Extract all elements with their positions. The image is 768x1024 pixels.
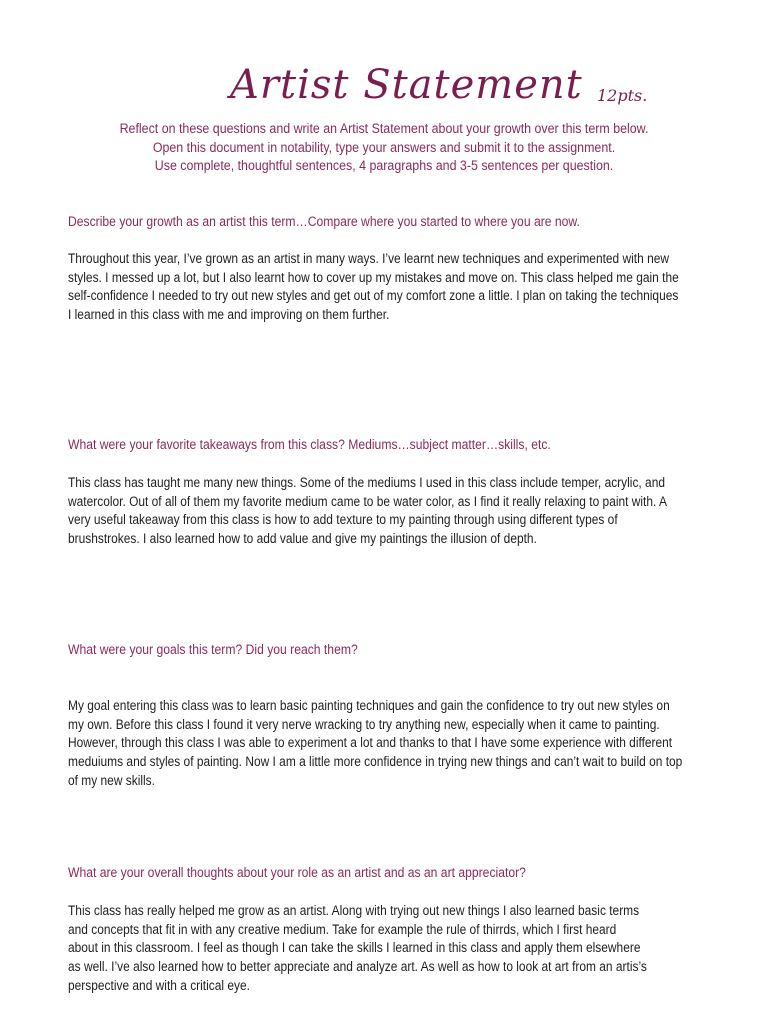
answer-line: my own. Before this class I found it very nerve wracking to try anything new, especially when it came to painting. bbox=[68, 716, 660, 732]
answer-line: Throughout this year, I’ve grown as an artist in many ways. I’ve learnt new techniques and experimented with new bbox=[68, 251, 670, 266]
answer-2[interactable] bbox=[68, 474, 741, 549]
answer-line: meduiums and styles of painting. Now I am a little more confidence in trying new things and can’t wait to build on top bbox=[68, 754, 683, 770]
answer-line: and concepts that fit in with any creative medium. Take for example the rule of thirrds, which I first heard bbox=[68, 921, 617, 937]
instruction-line: Use complete, thoughtful sentences, 4 paragraphs and 3-5 sentences per question. bbox=[154, 158, 614, 173]
points-label: 12pts. bbox=[597, 86, 648, 105]
answer-line: watercolor. Out of all of them my favorite medium came to be water color, as I find it really relaxing to paint with. A bbox=[68, 493, 667, 509]
question-3: What were your goals this term? Did you reach them? bbox=[68, 642, 358, 657]
answer-line: This class has taught me many new things. Some of the mediums I used in this class include temper, acrylic, and bbox=[68, 475, 666, 490]
answer-line: This class has really helped me grow as an artist. Along with trying out new things I also learned basic terms bbox=[68, 903, 640, 918]
answer-line: about in this classroom. I feel as though I can take the skills I learned in this class and apply them elsewhere bbox=[68, 940, 641, 956]
instructions bbox=[86, 120, 682, 176]
answer-line: brushstrokes. I also learned how to add value and give my paintings the illusion of depth. bbox=[68, 531, 537, 547]
answer-3[interactable] bbox=[68, 697, 741, 791]
answer-line: I learned in this class with me and improving on them further. bbox=[68, 307, 390, 323]
instruction-line: Open this document in notability, type your answers and submit it to the assignment. bbox=[152, 139, 616, 155]
page-title: Artist Statement bbox=[230, 62, 583, 108]
answer-line: of my new skills. bbox=[68, 772, 155, 788]
question-2: What were your favorite takeaways from this class? Mediums…subject matter…skills, etc. bbox=[68, 437, 551, 452]
answer-line: very useful takeaway from this class is how to add texture to my painting through using different types of bbox=[68, 512, 618, 528]
answer-line: However, through this class I was able to experiment a lot and thanks to that I have some experience with different bbox=[68, 735, 673, 751]
answer-1[interactable] bbox=[68, 250, 741, 325]
answer-line: styles. I messed up a lot, but I also learnt how to cover up my mistakes and move on. This class helped me gain the bbox=[68, 269, 679, 285]
answer-line: self-confidence I needed to try out new styles and get out of my comfort zone a little. I plan on taking the techniques bbox=[68, 288, 679, 304]
answer-4[interactable] bbox=[68, 902, 741, 996]
question-1: Describe your growth as an artist this term…Compare where you started to where you are now. bbox=[68, 214, 580, 229]
answer-line: perspective and with a critical eye. bbox=[68, 977, 250, 993]
instruction-line: Reflect on these questions and write an Artist Statement about your growth over this term below. bbox=[119, 121, 649, 136]
answer-line: as well. I’ve also learned how to better appreciate and analyze art. As well as how to look at art from an artis’s bbox=[68, 959, 647, 975]
answer-line: My goal entering this class was to learn basic painting techniques and gain the confidence to try out new styles on bbox=[68, 698, 670, 713]
title-row bbox=[0, 62, 768, 118]
question-4: What are your overall thoughts about your role as an artist and as an art appreciator? bbox=[68, 865, 526, 880]
